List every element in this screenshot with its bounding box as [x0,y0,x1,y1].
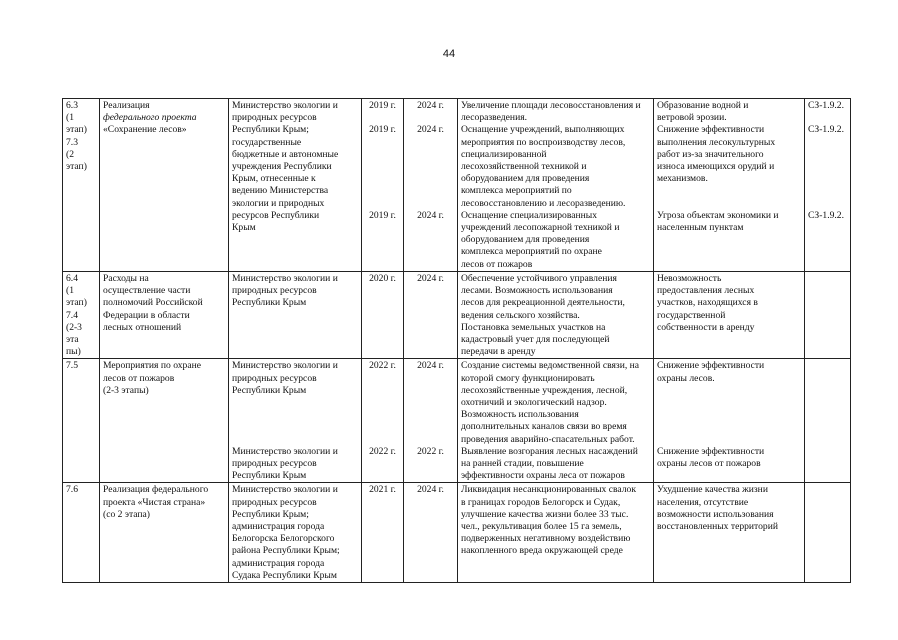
code-value-text: СЗ-1.9.2. [808,209,844,221]
start-year-text: 2020 г. [369,273,396,284]
page-number: 44 [442,48,456,60]
cell-start-year [362,359,404,483]
number-line: 7.6 [66,484,78,496]
result-block-line: оборудованием для проведения [461,234,590,246]
result-block-line: Ликвидация несанкционированных свалок [461,484,636,496]
risk-block-line: собственности в аренду [657,321,755,333]
executor-line: Министерство экологии и [232,445,338,457]
start-year-text: 2022 г. [369,445,396,457]
number-line: 7.3 [66,136,78,148]
result-block [461,210,650,271]
number-line: эта [66,334,79,346]
number-line: этап) [66,297,87,309]
end-year-text: 2024 г. [417,360,444,372]
risk-block-line: охраны лесов от пожаров [657,458,761,470]
result-block-line: лесов от пожаров [461,258,533,270]
executor-line: природных ресурсов [232,285,317,297]
start-year [365,210,400,222]
start-year [365,360,400,372]
risk-block-line: участков, находящихся в [657,297,758,309]
result-block-line: Обеспечение устойчивого управления [461,273,617,284]
measure-name-line: федерального проекта [103,112,197,124]
cell-executor [229,483,362,583]
result-block-line: специализированной [461,148,547,160]
cell-code [805,272,851,359]
cell-end-year [404,483,458,583]
executor-line: природных ресурсов [232,372,317,384]
executor-line: экологии и природных [232,197,325,209]
result-block-line: подверженных негативному воздействию [461,533,631,545]
result-block-line: эффективности охраны леса от пожаров [461,470,625,482]
cell-risk [654,272,805,359]
start-year-text: 2019 г. [369,124,396,136]
cell-end-year [404,272,458,359]
executor-line: Крым [232,222,256,234]
executor-line: Белогорска Белогорского [232,533,335,545]
risk-block-line: механизмов. [657,173,708,185]
result-block-line: которой смогу функционировать [461,372,595,384]
cell-start-year [362,99,404,272]
result-block-line: Выявление возгорания лесных насаждений [461,445,638,457]
result-block-line: Увеличение площади лесовосстановления и [461,100,641,111]
risk-block-line: Снижение эффективности [657,445,765,457]
table-row [63,272,851,359]
cell-start-year [362,272,404,359]
cell-measure-name [100,99,229,272]
cell-end-year [404,99,458,272]
measure-name-line: лесных отношений [103,321,182,333]
number-line: (2 [66,148,74,160]
cell-code [805,99,851,272]
result-block-line: передачи в аренду [461,346,536,358]
executor-group [232,446,358,483]
executor-line: администрация города [232,557,325,569]
cell-executor [229,272,362,359]
result-block [461,446,650,483]
executor-line: учреждения Республики [232,161,332,173]
start-year-text: 2019 г. [369,209,396,221]
executor-line: государственные [232,136,302,148]
risk-block-line: охраны лесов. [657,372,715,384]
end-year [407,484,454,496]
code-value-text: СЗ-1.9.2. [808,124,844,136]
result-block-line: лесов для рекреационной деятельности, [461,297,625,309]
result-block-line: в границах городов Белогорск и Судак, [461,496,621,508]
code-value [808,100,847,112]
executor-line: района Республики Крым; [232,545,340,557]
number-line: (1 [66,285,74,297]
risk-block [657,446,801,470]
start-year [365,446,400,458]
measure-name-line: Федерации в области [103,309,190,321]
end-year [407,360,454,372]
executor-line: Республики Крым [232,297,307,309]
code-value-text: СЗ-1.9.2. [808,100,844,111]
start-year [365,484,400,496]
cell-number [63,483,100,583]
risk-block-line: населения, отсутствие [657,496,749,508]
result-block-line: улучшение качества жизни более 33 тыс. [461,508,629,520]
executor-line: Республики Крым [232,470,307,482]
table-row [63,483,851,583]
cell-risk [654,359,805,483]
executor-line: ресурсов Республики [232,209,320,221]
cell-result [458,272,654,359]
risk-block-line: ветровой эрозии. [657,112,727,124]
cell-risk [654,483,805,583]
number-line: 6.4 [66,273,78,284]
result-block-line: лесохозяйственной техникой и [461,161,587,173]
executor-line: ведению Министерства [232,185,329,197]
cell-number [63,99,100,272]
result-block-line: лесами. Возможность использования [461,285,613,297]
executor-line: Министерство экологии и [232,100,338,111]
risk-block-line: государственной [657,309,726,321]
end-year [407,273,454,285]
result-block-line: проведения аварийно-спасательных работ. [461,433,635,445]
cell-number [63,359,100,483]
risk-block [657,360,801,384]
executor-line: природных ресурсов [232,458,317,470]
result-block-line: накопленного вреда окружающей среде [461,545,623,557]
cell-number [63,272,100,359]
cell-measure-name [100,483,229,583]
start-year-text: 2021 г. [369,484,396,496]
cell-code [805,359,851,483]
start-year [365,273,400,285]
number-line: этап) [66,161,87,173]
cell-result [458,99,654,272]
executor-group [232,273,358,310]
result-block-line: лесохозяйственные учреждения, лесной, [461,384,628,396]
result-block-line: Оснащение учреждений, выполняющих [461,124,625,136]
risk-block-line: Снижение эффективности [657,360,765,372]
risk-block [657,124,801,185]
measure-name-line: (со 2 этапа) [103,508,150,520]
executor-line: природных ресурсов [232,112,317,124]
cell-measure-name [100,359,229,483]
measure-name-line: лесов от пожаров [103,372,175,384]
result-block-line: учреждений лесопожарной техникой и [461,222,620,234]
risk-block-line: выполнения лесокультурных [657,136,776,148]
risk-block-line: Ухудшение качества жизни [657,484,768,496]
result-block-line: кадастровый учет для последующей [461,334,610,346]
end-year-text: 2024 г. [417,100,444,111]
result-block [461,273,650,358]
start-year-text: 2019 г. [369,100,396,111]
risk-block-line: Образование водной и [657,100,749,111]
start-year [365,100,400,112]
measure-name-line: Мероприятия по охране [103,360,202,372]
cell-executor [229,359,362,483]
executor-line: Министерство экологии и [232,360,338,372]
risk-block [657,210,801,234]
end-year-text: 2022 г. [417,445,444,457]
end-year [407,100,454,112]
result-block-line: ведения сельского хозяйства. [461,309,580,321]
risk-block [657,484,801,533]
cell-result [458,483,654,583]
result-block-line: Постановка земельных участков на [461,321,606,333]
result-block-line: охотничий и экологический надзор. [461,397,607,409]
result-block-line: комплекса мероприятий по [461,185,572,197]
executor-group [232,360,358,397]
executor-line: Судака Республики Крым [232,569,337,581]
executor-line: администрация города [232,521,325,533]
result-block [461,100,650,124]
number-line: пы) [66,346,81,358]
result-block-line: лесоразведения. [461,112,528,124]
result-block-line: Возможность использования [461,409,579,421]
executor-group [232,100,358,234]
number-line: этап) [66,124,87,136]
risk-block-line: Угроза объектам экономики и [657,209,779,221]
executor-line: Министерство экологии и [232,484,338,496]
risk-block-line: износа имеющихся орудий и [657,161,775,173]
result-block-line: Оснащение специализированных [461,209,598,221]
table-row [63,359,851,483]
cell-start-year [362,483,404,583]
executor-line: Республики Крым; [232,124,309,136]
risk-block-line: Невозможность [657,273,722,284]
number-line: 6.3 [66,100,78,111]
result-block-line: оборудованием для проведения [461,173,590,185]
executor-line: бюджетные и автономные [232,148,339,160]
start-year-text: 2022 г. [369,360,396,372]
end-year-text: 2024 г. [417,124,444,136]
executor-line: Республики Крым [232,384,307,396]
risk-block [657,100,801,124]
measure-name-line: Реализация федерального [103,484,209,496]
measure-name-line: (2-3 этапы) [103,384,149,396]
result-block [461,360,650,445]
number-line: 7.4 [66,309,78,321]
code-value [808,124,847,136]
table-row [63,99,851,272]
result-block-line: дополнительных каналов связи во время [461,421,627,433]
cell-executor [229,99,362,272]
result-block-line: чел., рекультивация более 15 га земель, [461,521,622,533]
end-year-text: 2024 г. [417,484,444,496]
result-block-line: лесовосстановлению и лесоразведению. [461,197,626,209]
number-line: (1 [66,112,74,124]
end-year [407,210,454,222]
end-year [407,446,454,458]
result-block-line: Создание системы ведомственной связи, на [461,360,640,372]
measure-name-line: «Сохранение лесов» [103,124,187,136]
risk-block [657,273,801,334]
code-value [808,210,847,222]
end-year [407,124,454,136]
result-block-line: комплекса мероприятий по охране [461,246,602,258]
result-block-line: на ранней стадии, повышение [461,458,584,470]
number-line: 7.5 [66,360,78,372]
risk-block-line: восстановленных территорий [657,521,778,533]
start-year [365,124,400,136]
cell-measure-name [100,272,229,359]
measure-name-line: полномочий Российской [103,297,203,309]
end-year-text: 2024 г. [417,273,444,284]
result-block [461,124,650,209]
cell-risk [654,99,805,272]
executor-line: Крым, отнесенные к [232,173,316,185]
cell-code [805,483,851,583]
risk-block-line: предоставления лесных [657,285,755,297]
executor-group [232,484,358,582]
end-year-text: 2024 г. [417,209,444,221]
risk-block-line: Снижение эффективности [657,124,765,136]
measure-name-line: Расходы на [103,273,149,284]
measures-table [62,98,851,583]
executor-line: Министерство экологии и [232,273,338,284]
measure-name-line: проекта «Чистая страна» [103,496,206,508]
number-line: (2-3 [66,321,82,333]
risk-block-line: работ из-за значительного [657,148,764,160]
measure-name-line: осуществление части [103,285,191,297]
cell-result [458,359,654,483]
measure-name-line: Реализация [103,100,150,111]
result-block [461,484,650,557]
risk-block-line: населенным пунктам [657,222,744,234]
cell-end-year [404,359,458,483]
executor-line: природных ресурсов [232,496,317,508]
executor-line: Республики Крым; [232,508,309,520]
result-block-line: мероприятия по воспроизводству лесов, [461,136,626,148]
risk-block-line: возможности использования [657,508,774,520]
